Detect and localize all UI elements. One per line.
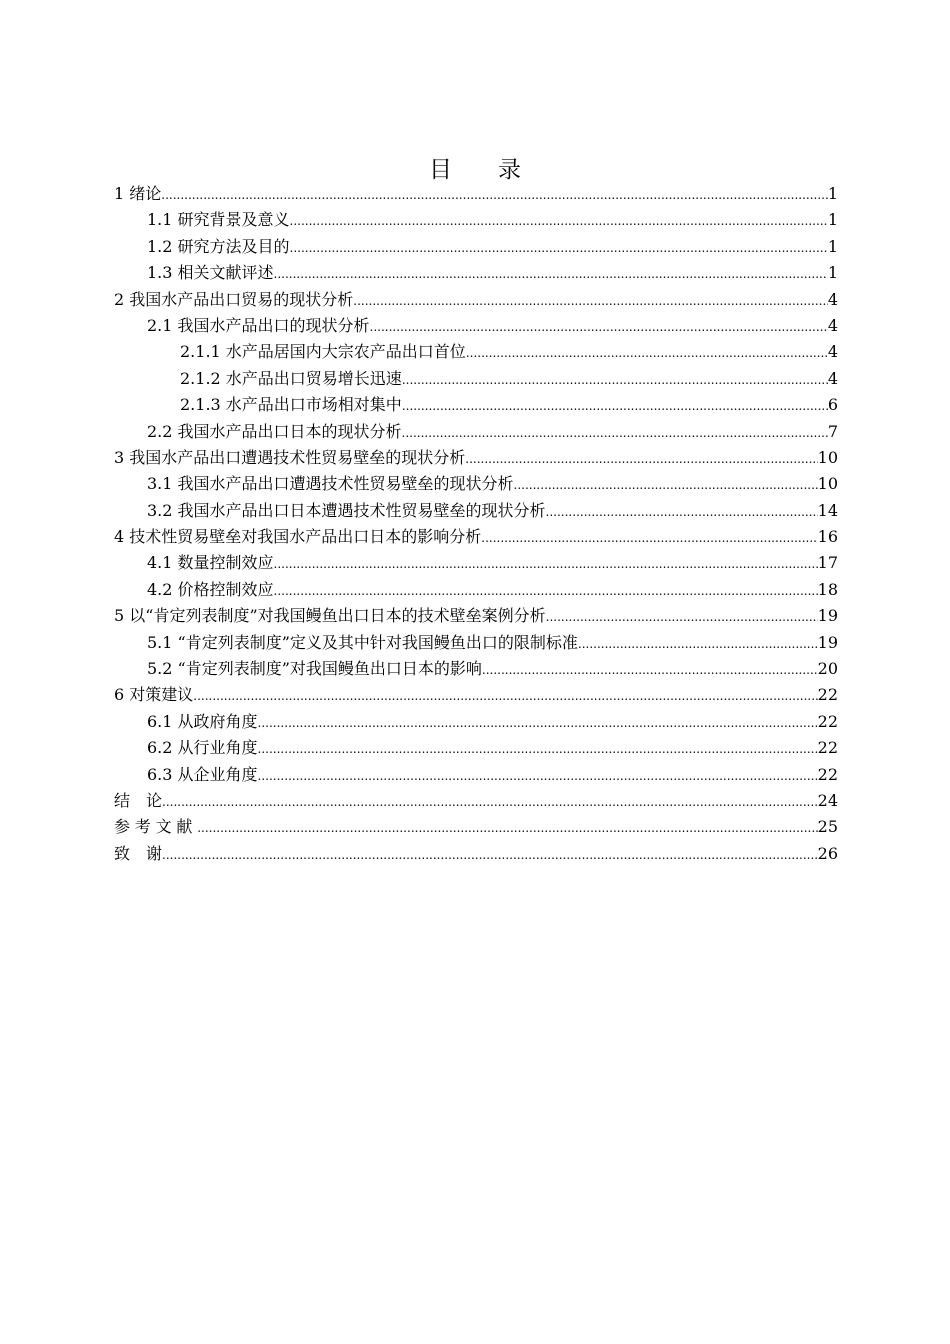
toc-page-number: 24 [817, 790, 838, 810]
toc-page-number: 22 [817, 685, 838, 705]
toc-entry-label: 3.1 我国水产品出口遭遇技术性贸易壁垒的现状分析 [147, 474, 514, 494]
toc-leader-dots [162, 789, 818, 815]
toc-entry-2-1-1[interactable] [114, 339, 838, 365]
toc-leader-dots [258, 710, 818, 736]
toc-entry-label: 参考文献 [114, 817, 198, 837]
toc-leader-dots [402, 367, 828, 393]
toc-page-number: 17 [817, 553, 838, 573]
toc-page-number: 22 [817, 764, 838, 784]
toc-leader-dots [481, 525, 817, 551]
toc-page-number: 26 [817, 843, 838, 863]
toc-entry-5[interactable] [114, 603, 838, 629]
toc-page-number: 10 [817, 474, 838, 494]
toc-entry-label: 结 论 [114, 790, 163, 810]
toc-leader-dots [482, 657, 818, 683]
toc-page-number: 20 [817, 659, 838, 679]
toc-leader-dots [290, 235, 828, 261]
toc-leader-dots [578, 631, 818, 657]
toc-page-number: 4 [827, 315, 838, 335]
toc-page-number: 22 [817, 711, 838, 731]
toc-entry-references[interactable] [114, 814, 838, 840]
toc-entry-label: 致 谢 [114, 843, 163, 863]
toc-page-number: 6 [827, 395, 838, 415]
toc-entry-4-2[interactable] [114, 577, 838, 603]
toc-entry-1-2[interactable] [114, 234, 838, 260]
toc-leader-dots [290, 208, 828, 234]
toc-entry-5-1[interactable] [114, 630, 838, 656]
toc-entry-3-1[interactable] [114, 471, 838, 497]
toc-leader-dots [258, 763, 818, 789]
toc-page-number: 1 [827, 184, 838, 203]
toc-entry-5-2[interactable] [114, 656, 838, 682]
toc-entry-1-3[interactable] [114, 260, 838, 286]
toc-leader-dots [546, 499, 818, 525]
toc-entry-3-2[interactable] [114, 498, 838, 524]
toc-entry-label: 1.2 研究方法及目的 [147, 236, 290, 256]
toc-leader-dots [353, 288, 828, 314]
toc-page-number: 4 [827, 368, 838, 388]
toc-entry-2-1-2[interactable] [114, 366, 838, 392]
toc-page-number: 19 [817, 632, 838, 652]
toc-entry-label: 2.2 我国水产品出口日本的现状分析 [147, 421, 402, 441]
toc-leader-dots [258, 736, 818, 762]
toc-page-number: 1 [827, 263, 838, 283]
toc-leader-dots [274, 261, 828, 287]
toc-leader-dots [402, 393, 828, 419]
toc-page-number: 4 [827, 289, 838, 309]
toc-entry-6[interactable] [114, 682, 838, 708]
title-char-right: 录 [498, 157, 521, 183]
toc-page-number: 25 [817, 817, 838, 837]
toc-entry-label: 3 我国水产品出口遭遇技术性贸易壁垒的现状分析 [114, 447, 466, 467]
toc-page-number: 18 [817, 579, 838, 599]
toc-entry-label: 6.1 从政府角度 [147, 711, 258, 731]
toc-entry-conclusion[interactable] [114, 788, 838, 814]
toc-page-number: 1 [827, 210, 838, 230]
toc-page-number: 19 [817, 606, 838, 626]
table-of-contents [114, 181, 838, 867]
toc-entry-label: 6 对策建议 [114, 685, 194, 705]
title-char-left: 目 [429, 157, 452, 183]
toc-leader-dots [465, 446, 817, 472]
toc-entry-label: 6.2 从行业角度 [147, 738, 258, 758]
toc-leader-dots [274, 551, 818, 577]
toc-entry-3[interactable] [114, 445, 838, 471]
toc-entry-2[interactable] [114, 287, 838, 313]
toc-entry-label: 1 绪论 [114, 184, 162, 203]
toc-leader-dots [402, 420, 828, 446]
toc-entry-label: 2 我国水产品出口贸易的现状分析 [114, 289, 354, 309]
toc-leader-dots [466, 340, 828, 366]
toc-entry-6-3[interactable] [114, 762, 838, 788]
toc-entry-label: 2.1.1 水产品居国内大宗农产品出口首位 [180, 342, 466, 362]
toc-page-number: 22 [817, 738, 838, 758]
toc-entry-label: 4 技术性贸易壁垒对我国水产品出口日本的影响分析 [114, 527, 482, 547]
toc-page-number: 10 [817, 447, 838, 467]
toc-entry-label: 4.2 价格控制效应 [147, 579, 274, 599]
toc-entry-label: 5.1 “肯定列表制度”定义及其中针对我国鳗鱼出口的限制标准 [147, 632, 578, 652]
toc-entry-6-2[interactable] [114, 735, 838, 761]
toc-leader-dots [546, 604, 818, 630]
toc-entry-label: 5 以“肯定列表制度”对我国鳗鱼出口日本的技术壁垒案例分析 [114, 606, 546, 626]
toc-page-number: 1 [827, 236, 838, 256]
toc-page-number: 4 [827, 342, 838, 362]
toc-leader-dots [161, 182, 828, 208]
toc-leader-dots [514, 472, 818, 498]
toc-entry-4-1[interactable] [114, 550, 838, 576]
toc-leader-dots [193, 683, 817, 709]
toc-entry-2-1[interactable] [114, 313, 838, 339]
toc-entry-4[interactable] [114, 524, 838, 550]
toc-entry-1-1[interactable] [114, 207, 838, 233]
toc-entry-acknowledgements[interactable] [114, 841, 838, 867]
toc-entry-label: 5.2 “肯定列表制度”对我国鳗鱼出口日本的影响 [147, 659, 482, 679]
toc-entry-label: 2.1.3 水产品出口市场相对集中 [180, 395, 402, 415]
toc-page-number: 16 [817, 527, 838, 547]
toc-entry-label: 3.2 我国水产品出口日本遭遇技术性贸易壁垒的现状分析 [147, 500, 546, 520]
toc-leader-dots [162, 842, 818, 868]
toc-entry-label: 2.1.2 水产品出口贸易增长迅速 [180, 368, 402, 388]
toc-entry-label: 6.3 从企业角度 [147, 764, 258, 784]
toc-entry-6-1[interactable] [114, 709, 838, 735]
toc-entry-2-1-3[interactable] [114, 392, 838, 418]
toc-entry-1[interactable] [114, 181, 838, 207]
toc-entry-label: 1.1 研究背景及意义 [147, 210, 290, 230]
toc-leader-dots [197, 815, 817, 841]
toc-page-number: 7 [827, 421, 838, 441]
toc-entry-label: 2.1 我国水产品出口的现状分析 [147, 315, 370, 335]
toc-leader-dots [370, 314, 828, 340]
toc-page-number: 14 [817, 500, 838, 520]
toc-entry-2-2[interactable] [114, 419, 838, 445]
toc-leader-dots [274, 578, 818, 604]
toc-entry-label: 1.3 相关文献评述 [147, 263, 274, 283]
toc-entry-label: 4.1 数量控制效应 [147, 553, 274, 573]
